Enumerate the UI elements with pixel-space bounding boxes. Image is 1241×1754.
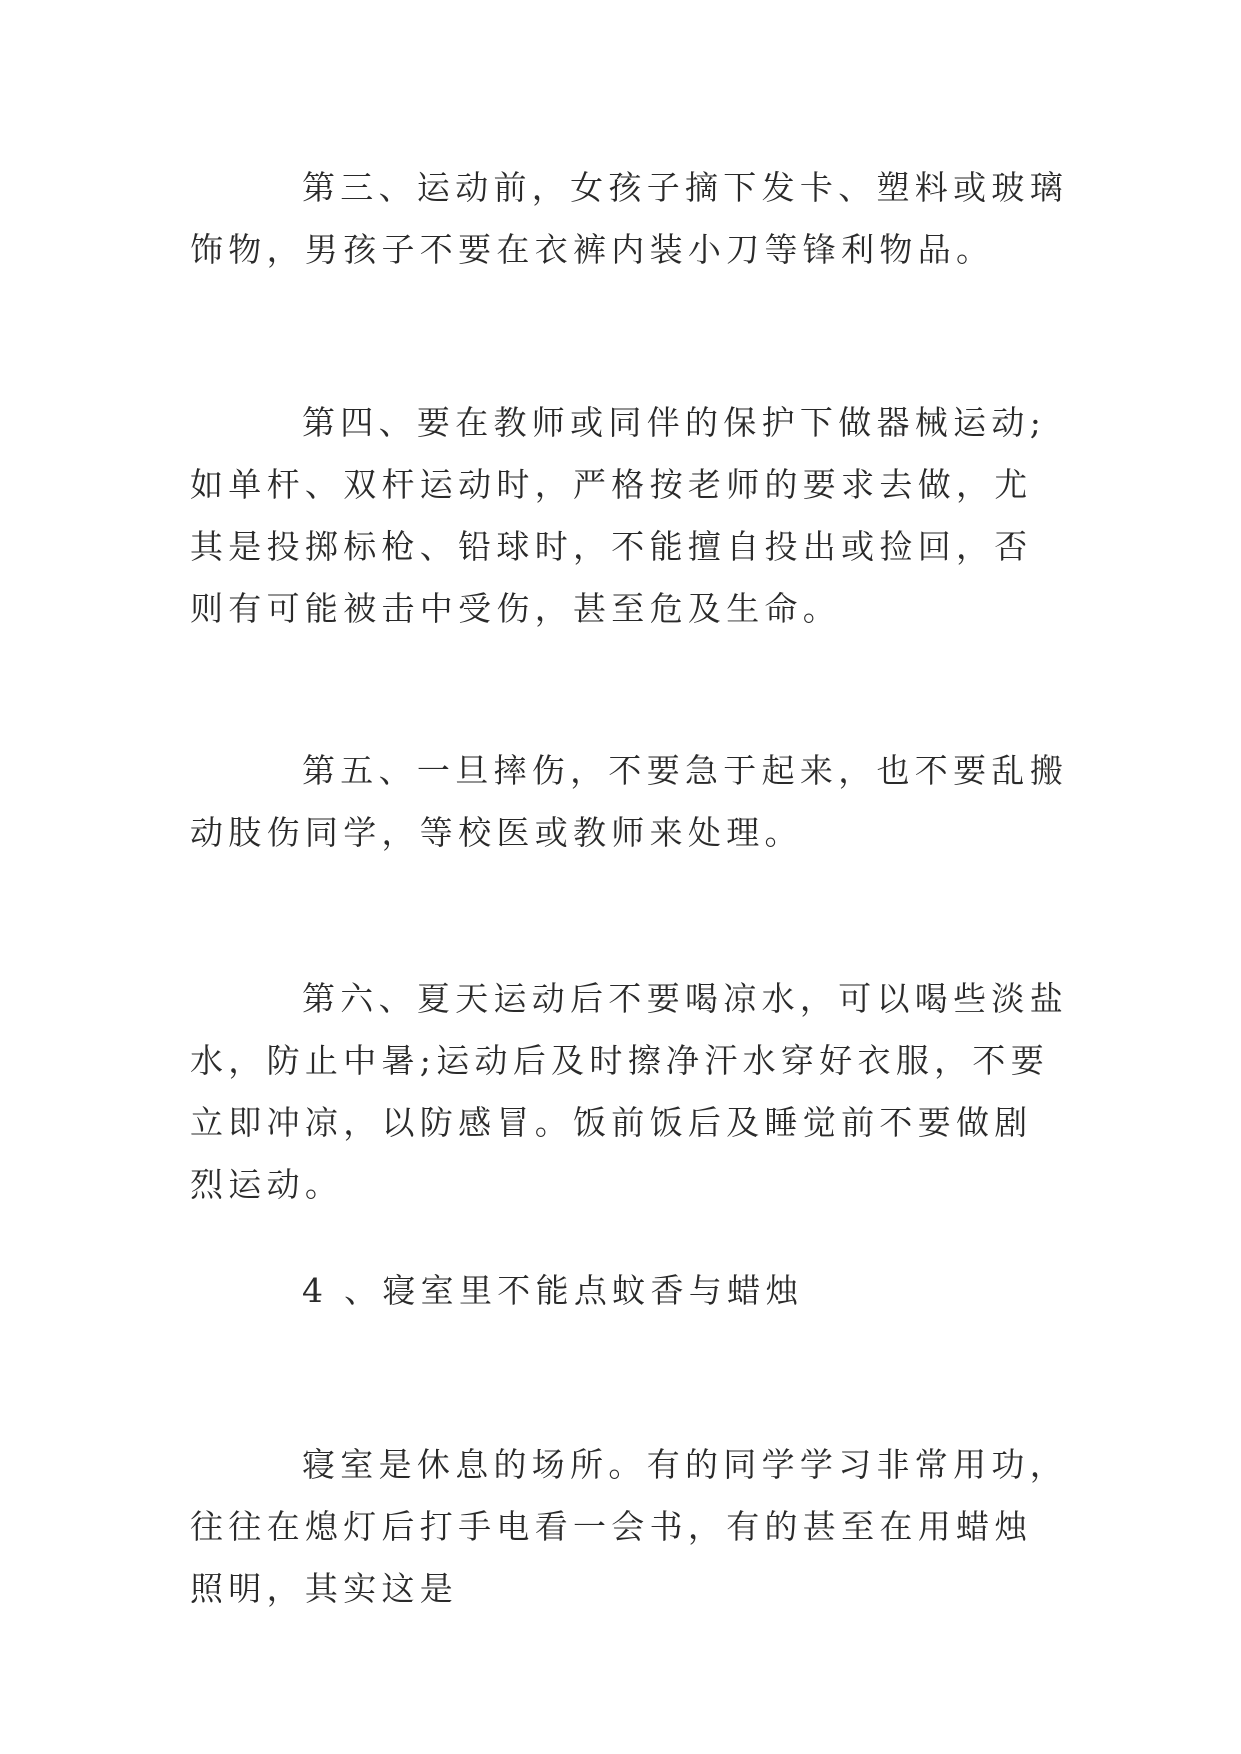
paragraph-rule-four: 第四、要在教师或同伴的保护下做器械运动;如单杆、双杆运动时，严格按老师的要求去做，尤其是投掷标枪、铅球时，不能擅自投出或捡回，否则有可能被击中受伤，甚至危及生命。 <box>190 403 1047 628</box>
paragraph-rule-six: 第六、夏天运动后不要喝凉水，可以喝些淡盐水，防止中暑;运动后及时擦净汗水穿好衣服，不要立即冲凉，以防感冒。饭前饭后及睡觉前不要做剧烈运动。 <box>190 979 1068 1204</box>
section-heading-dormitory: 4 、寝室里不能点蚊香与蜡烛 <box>302 1271 804 1310</box>
paragraph-rule-three: 第三、运动前，女孩子摘下发卡、塑料或玻璃饰物，男孩子不要在衣裤内装小刀等锋利物品。 <box>190 168 1068 269</box>
paragraph-rule-five: 第五、一旦摔伤，不要急于起来，也不要乱搬动肢伤同学，等校医或教师来处理。 <box>190 751 1068 852</box>
paragraph-dormitory-intro: 寝室是休息的场所。有的同学学习非常用功，往往在熄灯后打手电看一会书，有的甚至在用蜡烛照明，其实这是 <box>190 1445 1068 1608</box>
